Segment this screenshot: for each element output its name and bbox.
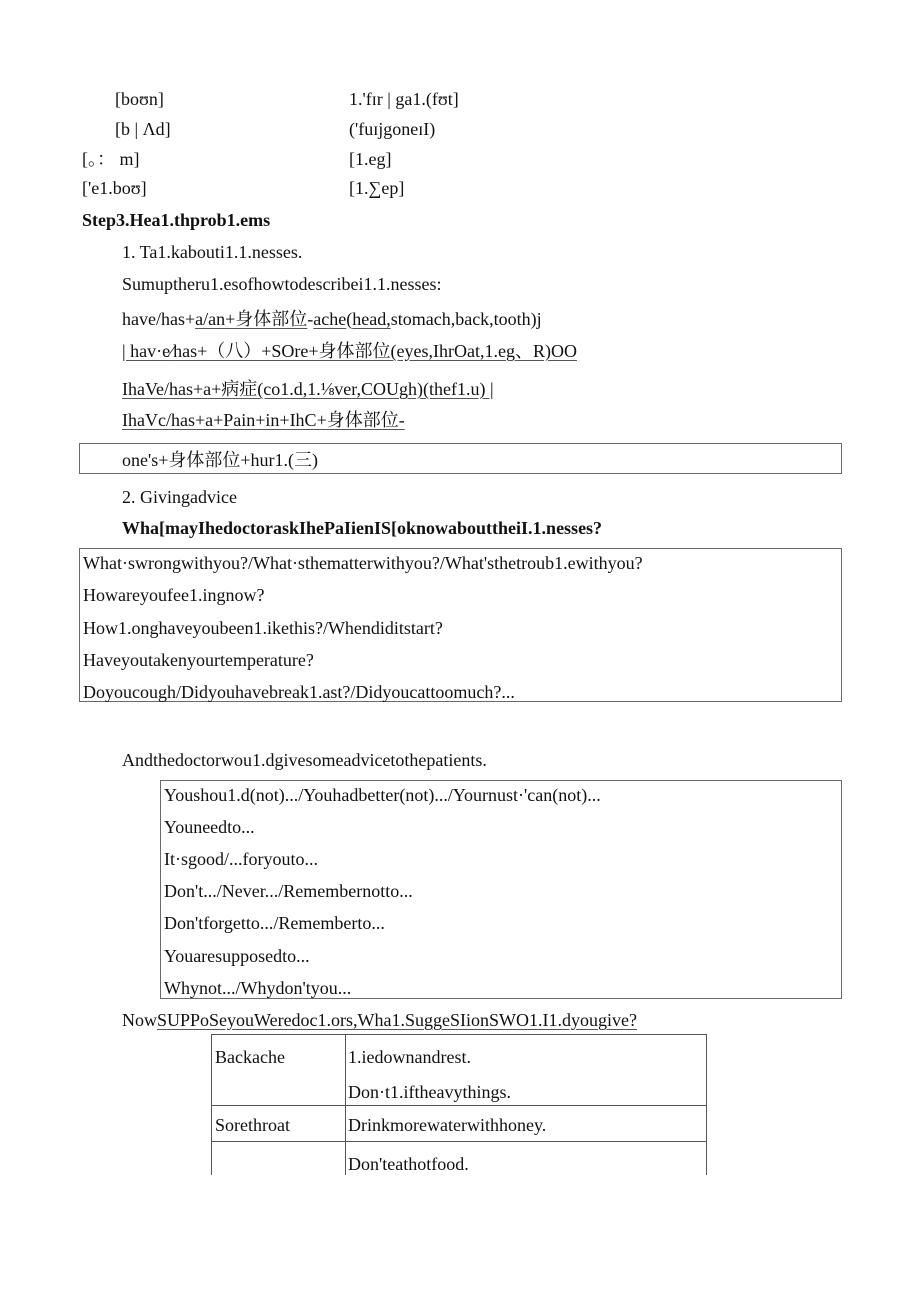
phonetic-right-1: 1.'fɪr | ga1.(fʊt] <box>349 89 459 109</box>
rule-sore-part: has+（八）+SOre+身体部位(eyes,IhrOat,1.eg、R)OO <box>173 341 577 361</box>
advice-cell <box>346 1106 707 1142</box>
rule-ache-part: ( <box>346 309 353 329</box>
rule-ache-part: - <box>307 309 314 329</box>
advice-text: Don'teathotfood. <box>348 1154 469 1174</box>
advice-pattern: Don't.../Never.../Remembernotto... <box>164 881 413 901</box>
suggestion-table <box>211 1034 707 1175</box>
advice-patterns-box <box>160 780 842 999</box>
rule-sore <box>122 342 577 360</box>
rule-ache-part: a/an+身体部位 <box>195 309 308 329</box>
doctor-question: Doyoucough/Didyouhavebreak1.ast?/Didyoucattoomuch?... <box>83 682 515 702</box>
advice-pattern: Don'tforgetto.../Rememberto... <box>164 913 385 933</box>
phonetic-right-3: [1.eg] <box>349 149 392 169</box>
advice-pattern: Youshou1.d(not).../Youhadbetter(not).../Yournust·'can(not)... <box>164 785 601 805</box>
suggestion-prompt <box>122 1011 637 1029</box>
rule-pain: IhaVc/has+a+Pain+in+IhC+身体部位- <box>122 410 405 430</box>
table-row <box>212 1106 707 1142</box>
advice-pattern: Whynot.../Whydon'tyou... <box>164 978 352 998</box>
phonetic-left-1: [boʊn] <box>115 89 164 109</box>
symptom-cell <box>212 1035 346 1106</box>
section2-title: 2. Givingadvice <box>122 487 237 507</box>
rule-ache-part: ache <box>313 309 347 329</box>
advice-pattern: It·sgood/...foryouto... <box>164 849 318 869</box>
advice-intro: Andthedoctorwou1.dgivesomeadvicetothepatients. <box>122 750 487 770</box>
advice-text: Don·t1.iftheavythings. <box>348 1082 511 1102</box>
phonetic-left-3: [。： m] <box>82 149 140 169</box>
advice-text: 1.iedownandrest. <box>348 1047 471 1067</box>
advice-text: Drinkmorewaterwithhoney. <box>348 1115 547 1135</box>
suggestion-prompt-lead: Now <box>122 1010 157 1030</box>
symptom-label <box>215 1142 345 1175</box>
phonetic-right-2: ('fuɪjgoneɪI) <box>349 119 436 139</box>
rule-sore-part: | hav·e⁄ <box>122 341 174 361</box>
question-heading: Wha[mayIhedoctoraskIhePaIienIS[oknowabouttheiI.1.nesses? <box>122 518 603 538</box>
rule-illness: IhaVe/has+a+病症(co1.d,1.⅛ver,COUgh)(thef1.u) | <box>122 379 494 399</box>
doctor-question: Haveyoutakenyourtemperature? <box>83 650 314 670</box>
symptom-spacer <box>215 1070 345 1105</box>
doctor-question: How1.onghaveyoubeen1.ikethis?/Whendiditstart? <box>83 618 443 638</box>
rule-ache-part: have/has+ <box>122 309 196 329</box>
table-row <box>212 1142 707 1176</box>
suggestion-prompt-question: SUPPoSeyouWeredoc1.ors,Wha1.SuggeSIionSWO1.I1.dyougive? <box>157 1010 637 1030</box>
advice-cell <box>346 1035 707 1106</box>
symptom-label: Backache <box>215 1047 285 1067</box>
doctor-question: Howareyoufee1.ingnow? <box>83 585 265 605</box>
doctor-questions-box <box>79 548 842 702</box>
rule-ache <box>122 310 542 328</box>
doctor-question: What·swrongwithyou?/What·sthematterwithyou?/What'sthetroub1.ewithyou? <box>83 553 643 573</box>
phonetic-left-2: [b | Λd] <box>115 119 171 139</box>
symptom-label: Sorethroat <box>215 1115 290 1135</box>
rule-ache-part: stomach,back,tooth)j <box>390 309 542 329</box>
advice-pattern: Youneedto... <box>164 817 255 837</box>
phonetic-left-4: ['e1.boʊ] <box>82 178 147 198</box>
phonetic-right-4: [1.∑ep] <box>349 178 405 198</box>
symptom-cell <box>212 1106 346 1142</box>
advice-pattern: Youaresupposedto... <box>164 946 310 966</box>
step3-heading: Step3.Hea1.thprob1.ems <box>82 210 271 230</box>
rule-hurt-box <box>79 443 842 474</box>
symptom-cell <box>212 1142 346 1176</box>
rule-ache-part: head, <box>352 309 391 329</box>
section1-title: 1. Ta1.kabouti1.1.nesses. <box>122 242 303 262</box>
table-row <box>212 1035 707 1106</box>
summary-intro: Sumuptheru1.esofhowtodescribei1.1.nesses: <box>122 274 442 294</box>
rule-hurt: one's+身体部位+hur1.(三) <box>122 450 319 470</box>
advice-cell <box>346 1142 707 1176</box>
